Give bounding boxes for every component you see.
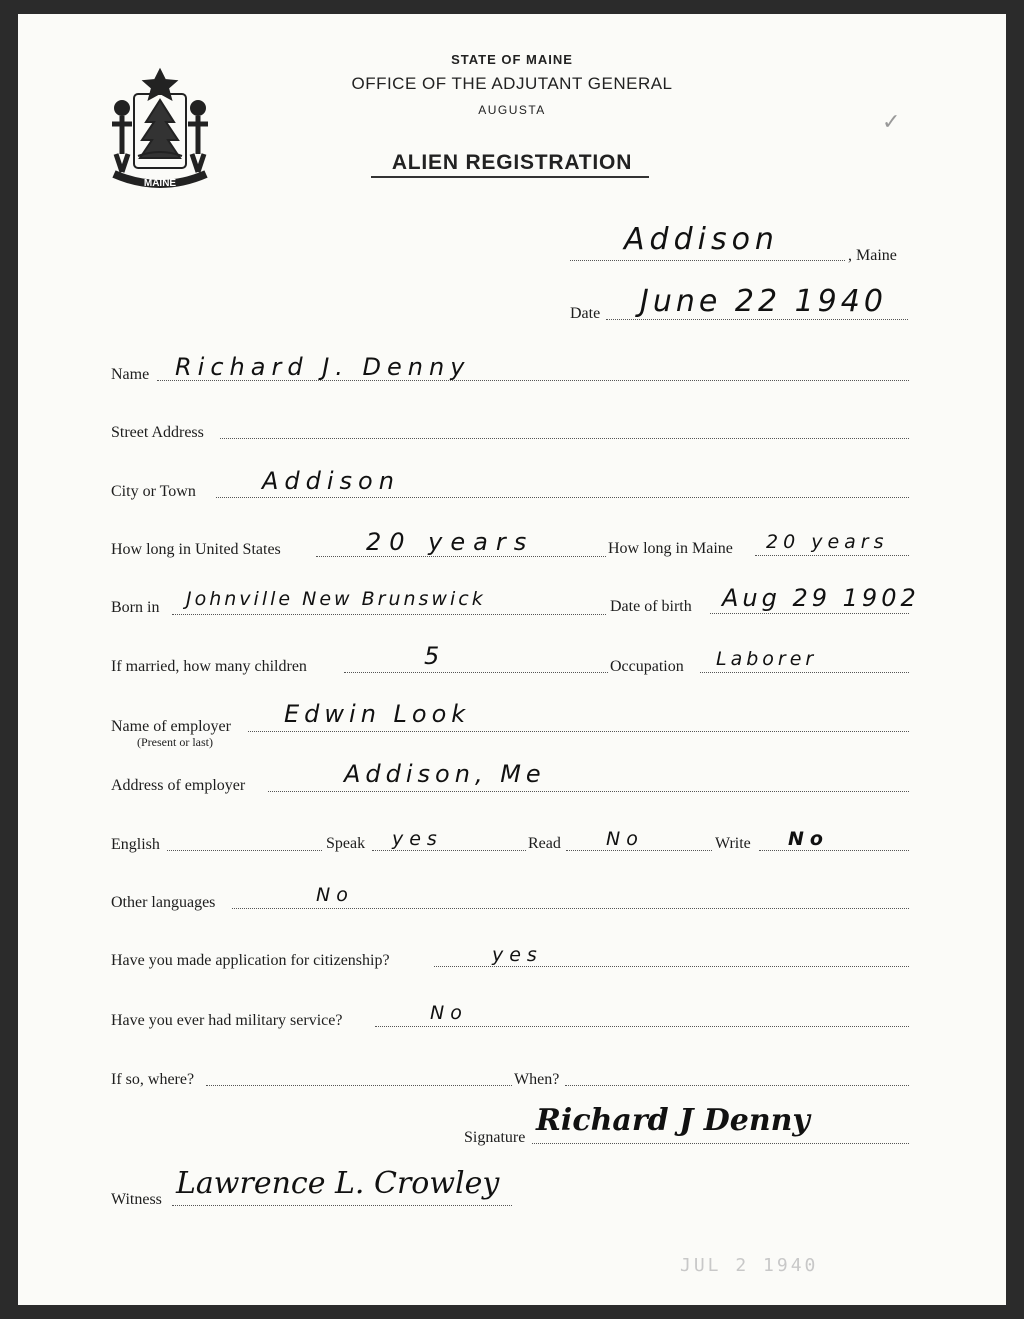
name-label: Name bbox=[111, 366, 150, 383]
military-line bbox=[375, 1026, 909, 1027]
speak-value[interactable]: yes bbox=[392, 828, 443, 850]
when-line bbox=[565, 1085, 909, 1086]
us-time-value[interactable]: 20 years bbox=[366, 528, 535, 556]
town-value[interactable]: Addison bbox=[624, 222, 779, 257]
city-value[interactable]: Addison bbox=[262, 467, 400, 495]
street-line bbox=[220, 438, 909, 439]
where-label: If so, where? bbox=[111, 1071, 195, 1088]
form-title: ALIEN REGISTRATION bbox=[391, 151, 633, 174]
maine-time-value[interactable]: 20 years bbox=[766, 531, 889, 553]
employer-line bbox=[248, 731, 909, 732]
employer-note: (Present or last) bbox=[137, 735, 213, 749]
read-value[interactable]: No bbox=[606, 828, 644, 850]
city-line bbox=[216, 497, 909, 498]
read-line bbox=[566, 850, 712, 851]
date-value[interactable]: June 22 1940 bbox=[640, 284, 887, 319]
seal-banner-text: MAINE bbox=[143, 178, 177, 189]
signature-line bbox=[532, 1143, 909, 1144]
witness-label: Witness bbox=[111, 1191, 162, 1208]
employer-label: Name of employer bbox=[111, 718, 231, 735]
street-label: Street Address bbox=[111, 424, 204, 441]
us-time-line bbox=[316, 556, 606, 557]
dob-line bbox=[710, 613, 909, 614]
read-label: Read bbox=[528, 835, 561, 852]
other-languages-value[interactable]: No bbox=[316, 884, 354, 906]
date-label: Date bbox=[570, 305, 601, 322]
military-label: Have you ever had military service? bbox=[111, 1012, 343, 1029]
english-line bbox=[167, 850, 322, 851]
city-label: City or Town bbox=[111, 483, 196, 500]
title-underline bbox=[371, 176, 649, 178]
occupation-line bbox=[700, 672, 909, 673]
received-stamp: JUL 2 1940 bbox=[680, 1255, 819, 1276]
witness-value[interactable]: Lawrence L. Crowley bbox=[176, 1166, 500, 1201]
occupation-value[interactable]: Laborer bbox=[716, 648, 818, 670]
dob-label: Date of birth bbox=[610, 598, 692, 615]
date-line bbox=[606, 319, 908, 320]
dob-value[interactable]: Aug 29 1902 bbox=[722, 584, 920, 612]
citizenship-value[interactable]: yes bbox=[492, 944, 543, 966]
employer-value[interactable]: Edwin Look bbox=[284, 700, 471, 728]
us-time-label: How long in United States bbox=[111, 541, 281, 558]
military-value[interactable]: No bbox=[430, 1002, 468, 1024]
born-label: Born in bbox=[111, 599, 160, 616]
check-mark: ✓ bbox=[882, 110, 901, 135]
witness-line bbox=[172, 1205, 512, 1206]
maine-time-label: How long in Maine bbox=[608, 540, 733, 557]
born-value[interactable]: Johnville New Brunswick bbox=[186, 588, 486, 610]
english-label: English bbox=[111, 836, 160, 853]
employer-address-value[interactable]: Addison, Me bbox=[344, 760, 546, 788]
signature-label: Signature bbox=[464, 1129, 526, 1146]
citizenship-label: Have you made application for citizenship? bbox=[111, 952, 390, 969]
employer-address-line bbox=[268, 791, 909, 792]
name-value[interactable]: Richard J. Denny bbox=[175, 353, 471, 381]
town-line bbox=[570, 260, 845, 261]
write-label: Write bbox=[715, 835, 751, 852]
write-line bbox=[759, 850, 909, 851]
office-heading: OFFICE OF THE ADJUTANT GENERAL bbox=[351, 74, 673, 93]
occupation-label: Occupation bbox=[610, 658, 684, 675]
maine-time-line bbox=[755, 555, 909, 556]
city-heading: AUGUSTA bbox=[478, 103, 546, 117]
maine-label: , Maine bbox=[848, 247, 897, 264]
employer-address-label: Address of employer bbox=[111, 777, 246, 794]
citizenship-line bbox=[434, 966, 909, 967]
other-languages-label: Other languages bbox=[111, 894, 216, 911]
speak-line bbox=[372, 850, 526, 851]
state-heading: STATE OF MAINE bbox=[451, 52, 573, 67]
signature-value[interactable]: Richard J Denny bbox=[536, 1103, 810, 1138]
children-value[interactable]: 5 bbox=[424, 642, 446, 670]
other-languages-line bbox=[232, 908, 909, 909]
write-value[interactable]: No bbox=[788, 828, 829, 850]
born-line bbox=[172, 614, 606, 615]
where-line bbox=[206, 1085, 512, 1086]
children-line bbox=[344, 672, 608, 673]
speak-label: Speak bbox=[326, 835, 366, 852]
when-label: When? bbox=[514, 1071, 560, 1088]
children-label: If married, how many children bbox=[111, 658, 307, 675]
